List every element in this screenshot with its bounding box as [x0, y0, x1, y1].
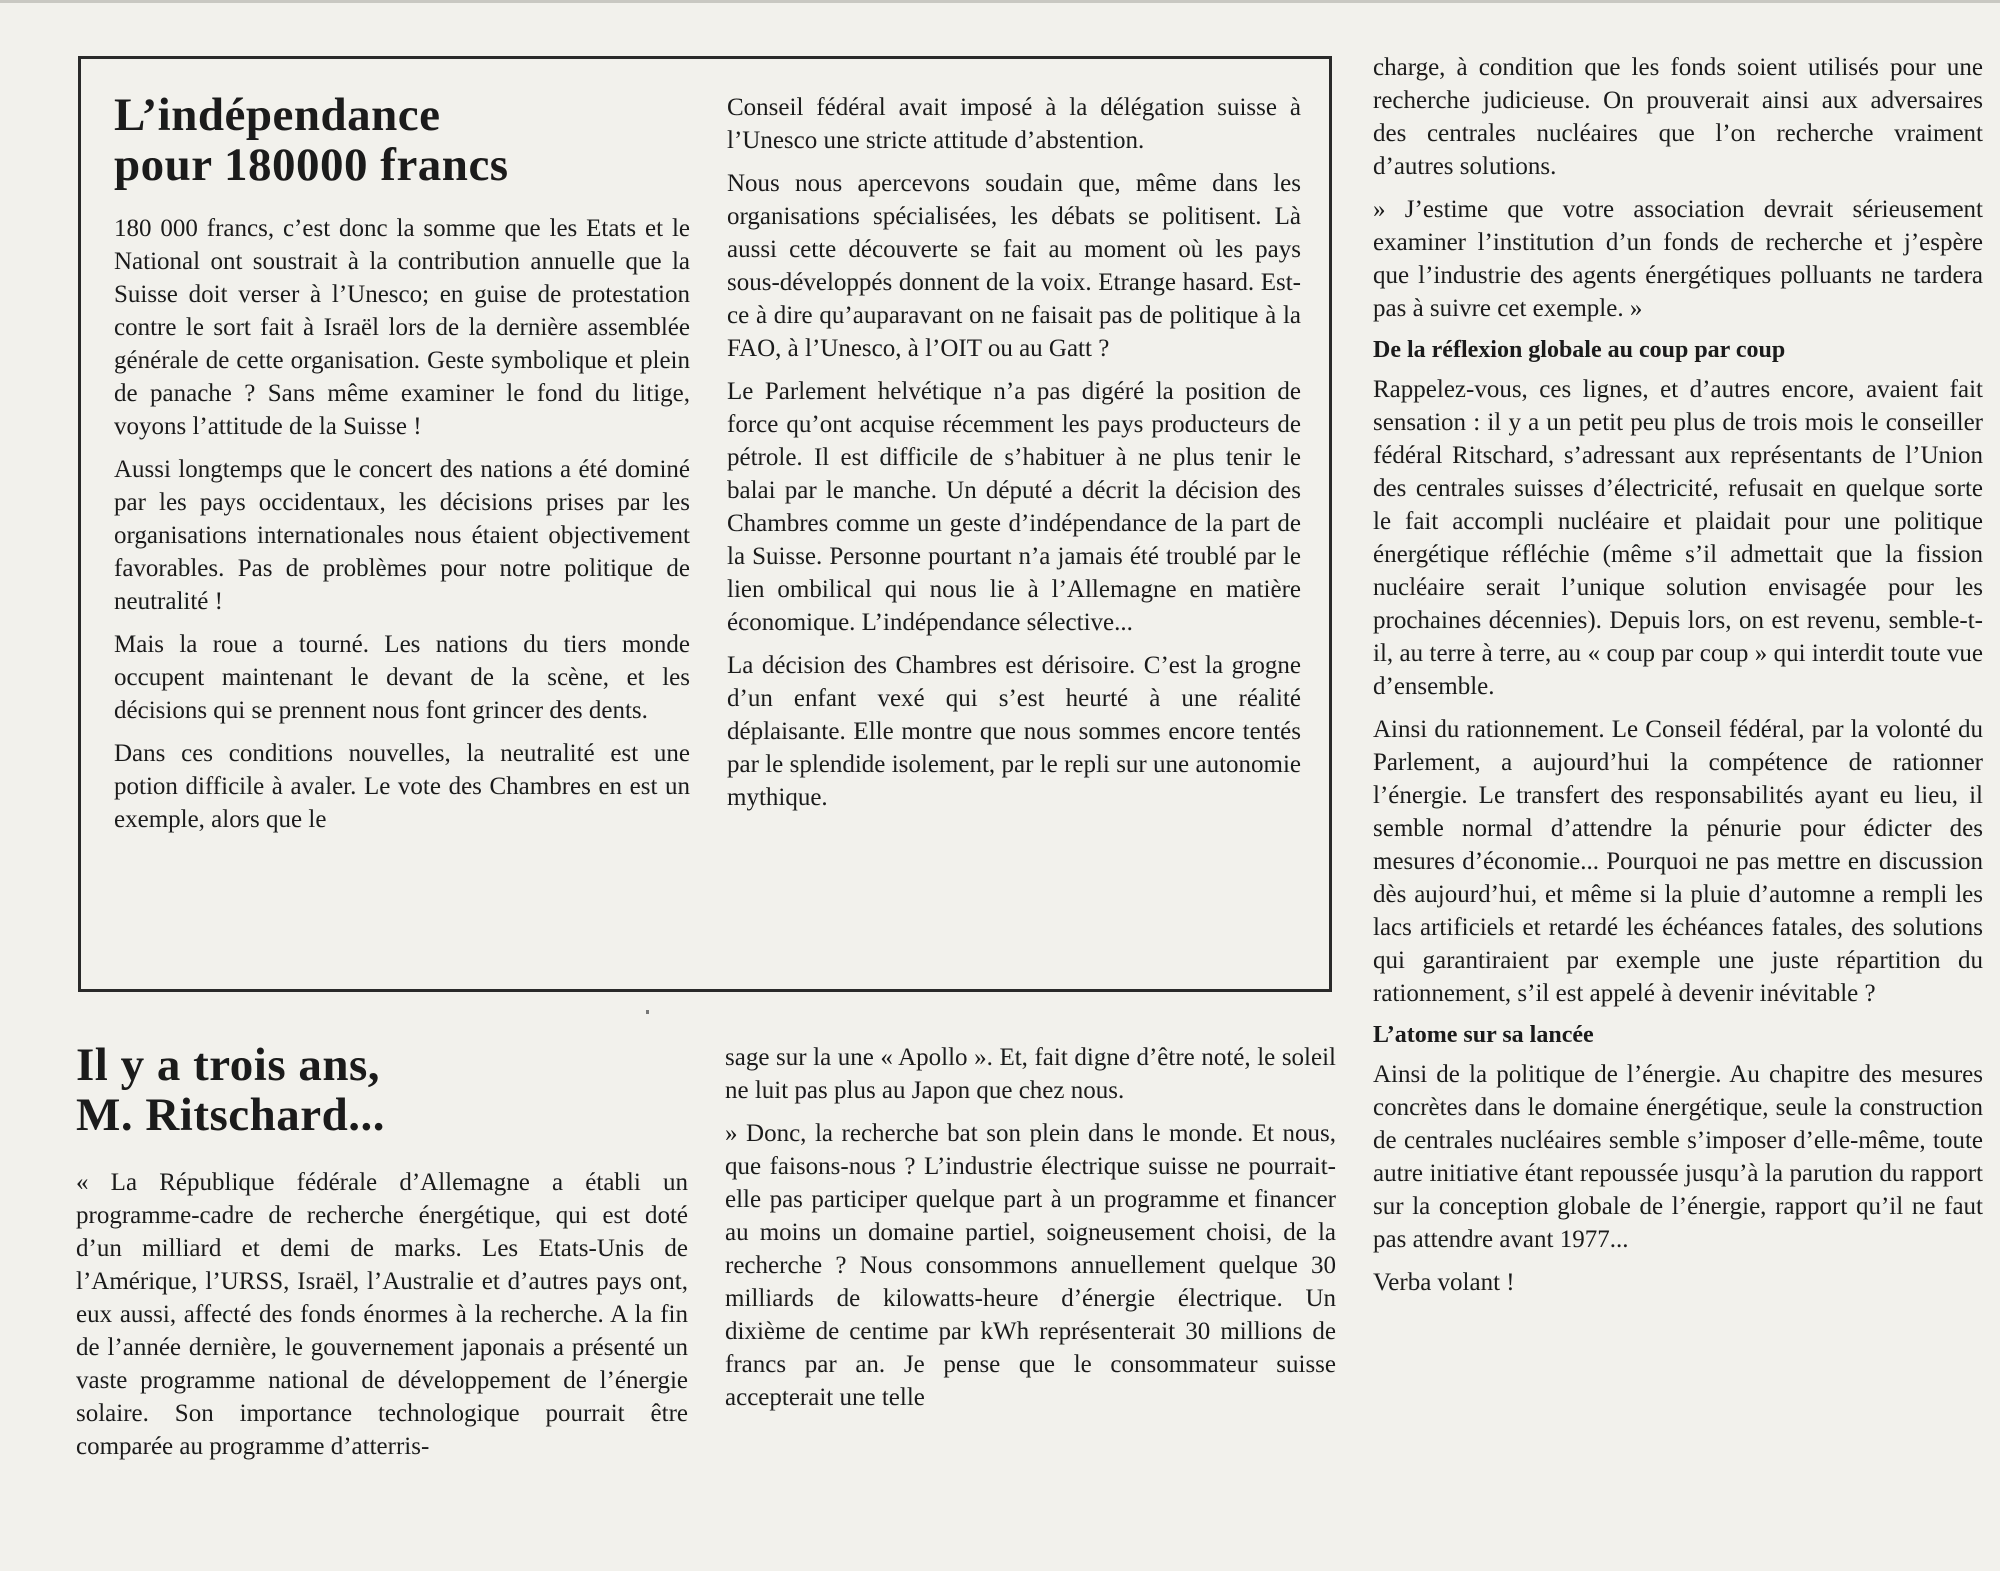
- article2-paragraph: « La République fédérale d’Allemagne a établi un programme-cadre de recherche énergétique, qui est doté d’un milliard et demi de marks. Les Etats-Unis de l’Amérique, l’URSS, Israël, l’Australie et d’autres pays ont, eux aussi, affecté des fonds énormes à la recherche. A la fin de l’année dernière, le gouvernement japonais a présenté un vaste programme national de développement de l’énergie solaire. Son importance technologique pourrait être comparée au programme d’atterris-: [76, 1169, 688, 1460]
- print-speck: [646, 1010, 649, 1014]
- article1-column-1: [114, 90, 690, 846]
- article2-subheading-atome: L’atome sur sa lancée: [1373, 1022, 1594, 1048]
- article2-paragraph: » Donc, la recherche bat son plein dans le monde. Et nous, que faisons-nous ? L’industrie électrique suisse ne pourrait-elle pas participer quelque part à un programme et financer au moins un domaine partiel, soigneusement choisi, de la recherche ? Nous consommons annuellement quelque 30 milliards de kilowatts-heure d’énergie électrique. Un dixième de centime par kWh représenterait 30 millions de francs par an. Je pense que le consommateur suisse accepterait une telle: [725, 1120, 1336, 1411]
- article1-column-2: [727, 91, 1301, 824]
- article2-paragraph: charge, à condition que les fonds soient utilisés pour une recherche judicieuse. On prouverait ainsi aux adversaires des centrales nucléaires que l’on recherche vraiment d’autres solutions.: [1373, 54, 1983, 180]
- article1-headline-line2: pour 180000 francs: [114, 139, 509, 191]
- page-top-edge: [0, 0, 2000, 3]
- article2-headline-line1: Il y a trois ans,: [76, 1039, 381, 1091]
- article2-column-1: [76, 1040, 688, 1473]
- article2-subheading-reflexion: De la réflexion globale au coup par coup: [1373, 337, 1786, 363]
- article1-paragraph: Mais la roue a tourné. Les nations du tiers monde occupent maintenant le devant de la scène, et les décisions qui se prennent nous font grincer des dents.: [114, 631, 690, 724]
- article1-headline: [114, 90, 690, 190]
- article1-paragraph: Dans ces conditions nouvelles, la neutralité est une potion difficile à avaler. Le vote des Chambres en est un exemple, alors que le: [114, 740, 690, 833]
- article1-paragraph: Le Parlement helvétique n’a pas digéré la position de force qu’ont acquise récemment les pays producteurs de pétrole. Il est difficile de s’habituer à ne plus tenir le balai par le manche. Un député a décrit la décision des Chambres comme un geste d’indépendance de la part de la Suisse. Personne pourtant n’a jamais été troublé par le lien ombilical qui nous lie à l’Allemagne en matière économique. L’indépendance sélective...: [727, 378, 1301, 636]
- article1-paragraph: Aussi longtemps que le concert des nations a été dominé par les pays occidentaux, les décisions prises par les organisations internationales nous étaient objectivement favorables. Pas de problèmes pour notre politique de neutralité !: [114, 456, 690, 615]
- article2-paragraph: sage sur la une « Apollo ». Et, fait digne d’être noté, le soleil ne luit pas plus au Japon que chez nous.: [725, 1044, 1336, 1104]
- article2-paragraph: Ainsi de la politique de l’énergie. Au chapitre des mesures concrètes dans le domaine énergétique, seule la construction de centrales nucléaires semble s’imposer d’elle-même, toute autre initiative étant repoussée jusqu’à la parution du rapport sur la conception globale de l’énergie, rapport qu’il ne faut pas attendre avant 1977...: [1373, 1061, 1983, 1253]
- article2-paragraph: Ainsi du rationnement. Le Conseil fédéral, par la volonté du Parlement, a aujourd’hui la compétence de rationner l’énergie. Le transfert des responsabilités ayant eu lieu, il semble normal d’attendre la pénurie pour édicter des mesures d’économie... Pourquoi ne pas mettre en discussion dès aujourd’hui, et même si la pluie d’automne a rempli les lacs artificiels et retardé les échéances fatales, des solutions qui garantiraient par exemple une juste répartition du rationnement, s’il est appelé à devenir inévitable ?: [1373, 716, 1983, 1007]
- article1-paragraph: 180 000 francs, c’est donc la somme que les Etats et le National ont soustrait à la contribution annuelle que la Suisse doit verser à l’Unesco; en guise de protestation contre le sort fait à Israël lors de la dernière assemblée générale de cette organisation. Geste symbolique et plein de panache ? Sans même examiner le fond du litige, voyons l’attitude de la Suisse !: [114, 215, 690, 440]
- article1-paragraph: Conseil fédéral avait imposé à la délégation suisse à l’Unesco une stricte attitude d’abstention.: [727, 94, 1301, 154]
- article1-paragraph: Nous nous apercevons soudain que, même dans les organisations spécialisées, les débats se politisent. Là aussi cette découverte se fait au moment où les pays sous-développés donnent de la voix. Etrange hasard. Est-ce à dire qu’auparavant on ne faisait pas de politique à la FAO, à l’Unesco, à l’OIT ou au Gatt ?: [727, 170, 1301, 362]
- article1-headline-line1: L’indépendance: [114, 89, 441, 141]
- article2-headline-line2: M. Ritschard...: [76, 1089, 386, 1141]
- article2-paragraph: » J’estime que votre association devrait sérieusement examiner l’institution d’un fonds de recherche et j’espère que l’industrie des agents énergétiques polluants ne tardera pas à suivre cet exemple. »: [1373, 196, 1983, 322]
- article2-column-3: [1373, 51, 1983, 1309]
- article2-paragraph: Rappelez-vous, ces lignes, et d’autres encore, avaient fait sensation : il y a un petit peu plus de trois mois le conseiller fédéral Ritschard, s’adressant aux représentants de l’Union des centrales suisses d’électricité, refusait en quelque sorte le fait accompli nucléaire et plaidait pour une politique énergétique réfléchie (même s’il admettait que la fission nucléaire serait l’unique solution envisagée pour les prochaines décennies). Depuis lors, on est revenu, semble-t-il, au terre à terre, au « coup par coup » qui interdit toute vue d’ensemble.: [1373, 376, 1983, 700]
- article2-column-2: [725, 1041, 1336, 1424]
- article1-paragraph: La décision des Chambres est dérisoire. C’est la grogne d’un enfant vexé qui s’est heurté à une réalité déplaisante. Elle montre que nous sommes encore tentés par le splendide isolement, par le repli sur une autonomie mythique.: [727, 652, 1301, 811]
- article2-paragraph: Verba volant !: [1373, 1269, 1515, 1296]
- article2-headline: [76, 1040, 688, 1140]
